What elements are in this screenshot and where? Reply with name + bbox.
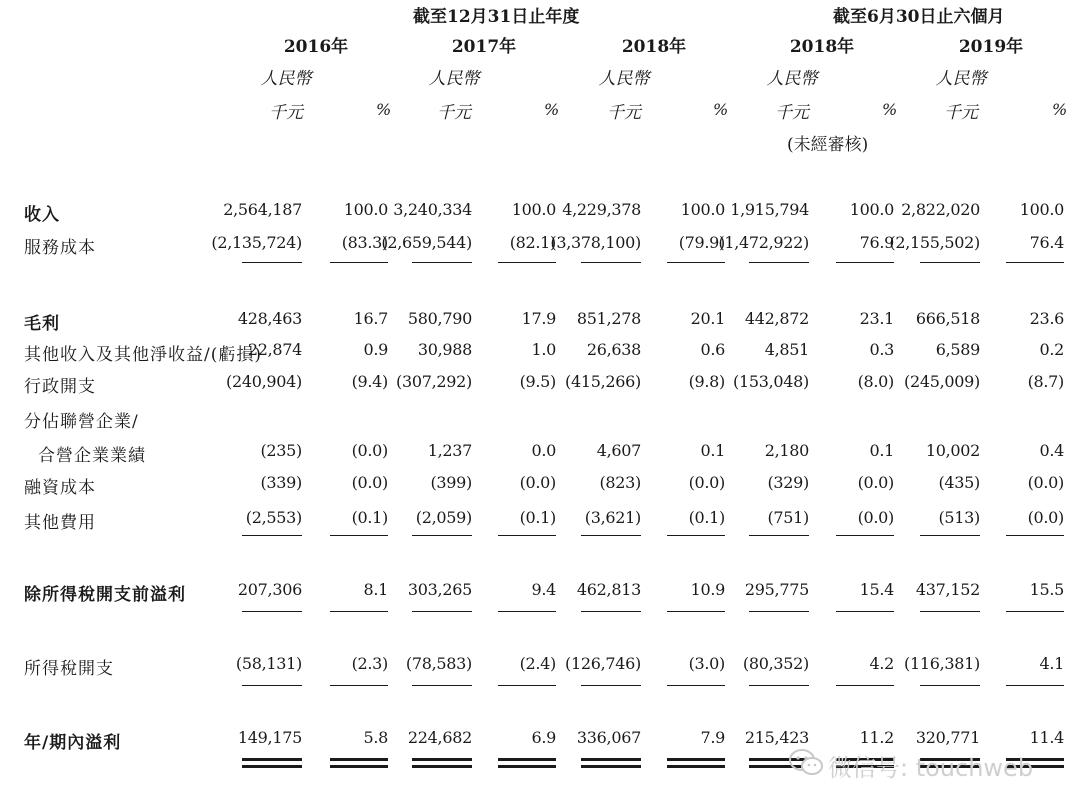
amount-cell: 320,771 <box>915 728 980 747</box>
amount-cell: (116,381) <box>904 654 980 673</box>
double-underline-rule <box>581 758 641 761</box>
amount-cell: 26,638 <box>586 340 641 359</box>
amount-cell: 10,002 <box>925 441 980 460</box>
amount-cell: (78,583) <box>405 654 472 673</box>
percent-cell: (0.0) <box>688 473 725 492</box>
percent-cell: 100.0 <box>680 200 725 219</box>
percent-cell: 15.4 <box>859 580 894 599</box>
amount-cell: (2,135,724) <box>211 233 302 252</box>
underline-rule <box>242 535 302 536</box>
percent-cell: 23.1 <box>859 309 894 328</box>
percent-cell: (0.0) <box>351 473 388 492</box>
percent-cell: (0.0) <box>1027 473 1064 492</box>
amount-cell: (823) <box>599 473 641 492</box>
amount-cell: 295,775 <box>744 580 809 599</box>
underline-rule <box>412 685 472 686</box>
amount-cell: (435) <box>938 473 980 492</box>
amount-cell: (2,659,544) <box>381 233 472 252</box>
amount-cell: (307,292) <box>396 372 472 391</box>
currency-label: 人民幣 <box>260 69 312 89</box>
double-underline-rule <box>667 758 725 761</box>
amount-cell: (235) <box>260 441 302 460</box>
percent-cell: 1.0 <box>531 340 556 359</box>
double-underline-rule <box>498 758 556 761</box>
percent-cell: 0.3 <box>869 340 894 359</box>
percent-label: % <box>1052 100 1068 119</box>
underline-rule <box>242 685 302 686</box>
percent-cell: 76.9 <box>859 233 894 252</box>
percent-cell: (2.4) <box>519 654 556 673</box>
amount-cell: 4,851 <box>764 340 809 359</box>
percent-cell: (0.1) <box>519 508 556 527</box>
percent-cell: 4.2 <box>869 654 894 673</box>
percent-label: % <box>376 100 392 119</box>
percent-cell: 11.4 <box>1029 728 1064 747</box>
underline-rule <box>412 535 472 536</box>
underline-rule <box>667 535 725 536</box>
row-label: 融資成本 <box>24 478 96 498</box>
percent-cell: (0.0) <box>857 508 894 527</box>
percent-cell: 0.1 <box>869 441 894 460</box>
underline-rule <box>920 685 980 686</box>
underline-rule <box>749 262 809 263</box>
amount-cell: 6,589 <box>935 340 980 359</box>
percent-cell: 16.7 <box>353 309 388 328</box>
unit-label: 千元 <box>437 103 471 123</box>
percent-cell: (0.0) <box>1027 508 1064 527</box>
underline-rule <box>749 535 809 536</box>
underline-rule <box>498 611 556 612</box>
currency-label: 人民幣 <box>428 69 480 89</box>
amount-cell: (126,746) <box>565 654 641 673</box>
amount-cell: (415,266) <box>565 372 641 391</box>
unit-label: 千元 <box>775 103 809 123</box>
amount-cell: (3,621) <box>584 508 641 527</box>
amount-cell: 4,607 <box>596 441 641 460</box>
percent-label: % <box>544 100 560 119</box>
amount-cell: (751) <box>767 508 809 527</box>
percent-cell: (9.8) <box>688 372 725 391</box>
underline-rule <box>667 685 725 686</box>
percent-cell: (82.1) <box>509 233 556 252</box>
underline-rule <box>412 262 472 263</box>
amount-cell: 851,278 <box>576 309 641 328</box>
percent-cell: 100.0 <box>511 200 556 219</box>
percent-cell: 100.0 <box>1019 200 1064 219</box>
percent-cell: (8.0) <box>857 372 894 391</box>
double-underline-rule <box>412 758 472 761</box>
amount-cell: 666,518 <box>915 309 980 328</box>
amount-cell: (2,155,502) <box>889 233 980 252</box>
underline-rule <box>836 611 894 612</box>
unit-label: 千元 <box>944 103 978 123</box>
underline-rule <box>498 262 556 263</box>
amount-cell: (329) <box>767 473 809 492</box>
underline-rule <box>498 685 556 686</box>
row-label: 年/期內溢利 <box>24 733 122 753</box>
amount-cell: 580,790 <box>407 309 472 328</box>
underline-rule <box>920 611 980 612</box>
percent-cell: 20.1 <box>690 309 725 328</box>
percent-cell: (8.7) <box>1027 372 1064 391</box>
percent-cell: 0.1 <box>700 441 725 460</box>
unit-label: 千元 <box>607 103 641 123</box>
underline-rule <box>836 535 894 536</box>
underline-rule <box>1006 685 1064 686</box>
percent-label: % <box>713 100 729 119</box>
percent-cell: 4.1 <box>1039 654 1064 673</box>
amount-cell: 224,682 <box>407 728 472 747</box>
percent-cell: 11.2 <box>859 728 894 747</box>
percent-cell: 0.9 <box>363 340 388 359</box>
percent-label: % <box>882 100 898 119</box>
amount-cell: (1,472,922) <box>718 233 809 252</box>
underline-rule <box>920 262 980 263</box>
row-label-continued: 合營企業業績 <box>38 446 146 466</box>
percent-cell: 0.0 <box>531 441 556 460</box>
currency-label: 人民幣 <box>935 69 987 89</box>
percent-cell: 0.6 <box>700 340 725 359</box>
amount-cell: 30,988 <box>417 340 472 359</box>
underline-rule <box>836 262 894 263</box>
period-header-fiscal-year: 截至12月31日止年度 <box>413 7 580 27</box>
row-label: 分佔聯營企業/ <box>24 412 139 432</box>
year-label: 2016年 <box>283 37 349 57</box>
percent-cell: 76.4 <box>1029 233 1064 252</box>
percent-cell: 6.9 <box>531 728 556 747</box>
double-underline-rule <box>330 765 388 768</box>
percent-cell: (9.5) <box>519 372 556 391</box>
amount-cell: 149,175 <box>237 728 302 747</box>
underline-rule <box>920 535 980 536</box>
percent-cell: 23.6 <box>1029 309 1064 328</box>
percent-cell: (9.4) <box>351 372 388 391</box>
percent-cell: 8.1 <box>363 580 388 599</box>
amount-cell: 437,152 <box>915 580 980 599</box>
amount-cell: 215,423 <box>744 728 809 747</box>
percent-cell: 100.0 <box>849 200 894 219</box>
underline-rule <box>242 262 302 263</box>
amount-cell: 4,229,378 <box>562 200 641 219</box>
percent-cell: 9.4 <box>531 580 556 599</box>
double-underline-rule <box>667 765 725 768</box>
row-label: 服務成本 <box>24 238 96 258</box>
year-label: 2018年 <box>621 37 687 57</box>
watermark-text: 微信号: touchweb <box>828 754 1034 782</box>
amount-cell: 2,564,187 <box>223 200 302 219</box>
percent-cell: (83.3) <box>341 233 388 252</box>
percent-cell: 7.9 <box>700 728 725 747</box>
underline-rule <box>242 611 302 612</box>
row-label: 收入 <box>24 205 60 225</box>
underline-rule <box>330 611 388 612</box>
amount-cell: 1,237 <box>427 441 472 460</box>
underline-rule <box>1006 535 1064 536</box>
amount-cell: 303,265 <box>407 580 472 599</box>
amount-cell: 2,180 <box>764 441 809 460</box>
row-label: 其他費用 <box>24 513 96 533</box>
double-underline-rule <box>498 765 556 768</box>
underline-rule <box>330 535 388 536</box>
underline-rule <box>836 685 894 686</box>
row-label: 其他收入及其他淨收益/(虧損) <box>24 345 262 365</box>
percent-cell: 0.4 <box>1039 441 1064 460</box>
percent-cell: (0.1) <box>351 508 388 527</box>
underline-rule <box>330 262 388 263</box>
percent-cell: (0.0) <box>351 441 388 460</box>
amount-cell: (339) <box>260 473 302 492</box>
double-underline-rule <box>412 765 472 768</box>
amount-cell: (399) <box>430 473 472 492</box>
wechat-icon <box>788 748 824 782</box>
percent-cell: (0.0) <box>857 473 894 492</box>
amount-cell: 207,306 <box>237 580 302 599</box>
amount-cell: (153,048) <box>733 372 809 391</box>
amount-cell: 336,067 <box>576 728 641 747</box>
percent-cell: 0.2 <box>1039 340 1064 359</box>
double-underline-rule <box>330 758 388 761</box>
double-underline-rule <box>581 765 641 768</box>
amount-cell: (2,059) <box>415 508 472 527</box>
percent-cell: (79.9) <box>678 233 725 252</box>
underline-rule <box>667 262 725 263</box>
amount-cell: 442,872 <box>744 309 809 328</box>
underline-rule <box>330 685 388 686</box>
underline-rule <box>412 611 472 612</box>
underline-rule <box>667 611 725 612</box>
year-label: 2018年 <box>789 37 855 57</box>
amount-cell: 22,874 <box>247 340 302 359</box>
underline-rule <box>581 685 641 686</box>
percent-cell: (3.0) <box>688 654 725 673</box>
underline-rule <box>1006 611 1064 612</box>
amount-cell: (58,131) <box>235 654 302 673</box>
amount-cell: 428,463 <box>237 309 302 328</box>
underline-rule <box>749 611 809 612</box>
amount-cell: 3,240,334 <box>393 200 472 219</box>
amount-cell: (513) <box>938 508 980 527</box>
currency-label: 人民幣 <box>766 69 818 89</box>
amount-cell: (80,352) <box>742 654 809 673</box>
row-label: 行政開支 <box>24 377 96 397</box>
period-header-six-months: 截至6月30日止六個月 <box>833 7 1005 27</box>
underline-rule <box>498 535 556 536</box>
amount-cell: 2,822,020 <box>901 200 980 219</box>
percent-cell: (0.0) <box>519 473 556 492</box>
amount-cell: (240,904) <box>226 372 302 391</box>
row-label: 所得稅開支 <box>24 659 114 679</box>
underline-rule <box>581 611 641 612</box>
amount-cell: (245,009) <box>904 372 980 391</box>
amount-cell: (3,378,100) <box>550 233 641 252</box>
unaudited-note: (未經審核) <box>787 135 869 155</box>
percent-cell: 15.5 <box>1029 580 1064 599</box>
underline-rule <box>581 262 641 263</box>
percent-cell: 17.9 <box>521 309 556 328</box>
percent-cell: 100.0 <box>343 200 388 219</box>
amount-cell: 462,813 <box>576 580 641 599</box>
double-underline-rule <box>242 765 302 768</box>
year-label: 2017年 <box>451 37 517 57</box>
percent-cell: 10.9 <box>690 580 725 599</box>
row-label: 毛利 <box>24 314 60 334</box>
underline-rule <box>581 535 641 536</box>
row-label: 除所得稅開支前溢利 <box>24 585 186 605</box>
percent-cell: 5.8 <box>363 728 388 747</box>
percent-cell: (2.3) <box>351 654 388 673</box>
unit-label: 千元 <box>269 103 303 123</box>
double-underline-rule <box>242 758 302 761</box>
year-label: 2019年 <box>958 37 1024 57</box>
underline-rule <box>749 685 809 686</box>
percent-cell: (0.1) <box>688 508 725 527</box>
currency-label: 人民幣 <box>598 69 650 89</box>
amount-cell: 1,915,794 <box>730 200 809 219</box>
amount-cell: (2,553) <box>245 508 302 527</box>
underline-rule <box>1006 262 1064 263</box>
